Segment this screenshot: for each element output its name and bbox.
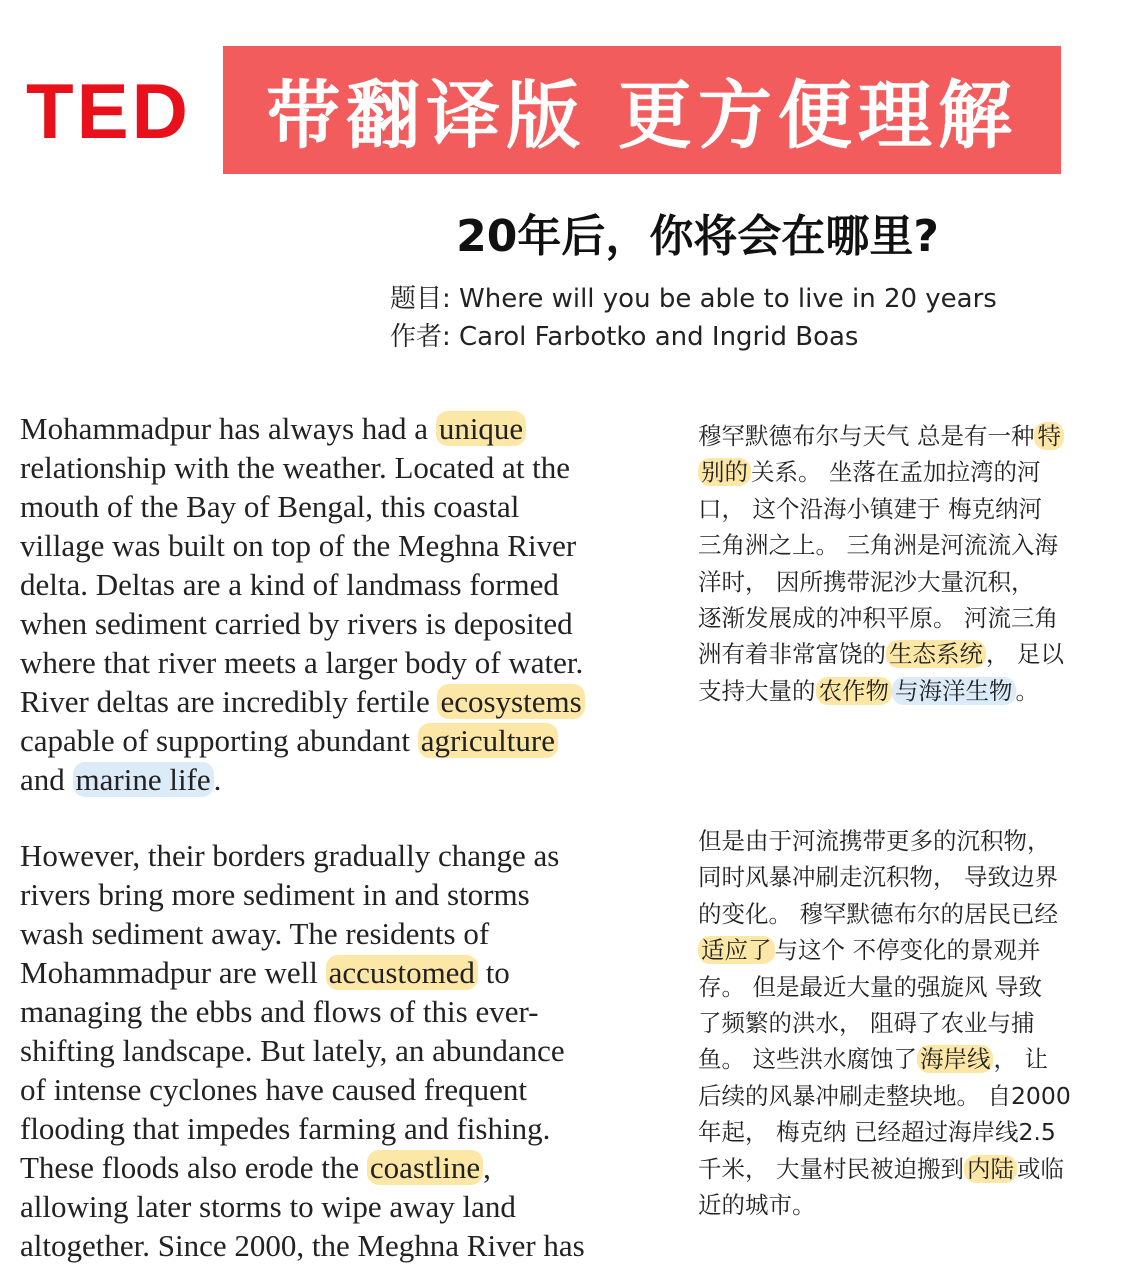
text-line [20,1148,585,1187]
chinese-paragraph-1 [698,418,1064,709]
highlight-yellow: coastline [367,1150,483,1185]
text-segment: flooding that impedes farming and fishing. [20,1111,551,1146]
text-line [698,1005,1071,1041]
text-line [698,418,1064,454]
text-line [20,1109,585,1148]
text-line [20,953,585,992]
text-segment: 或临 [1016,1154,1064,1183]
text-line [698,600,1064,636]
text-line [20,1070,585,1109]
text-line [698,1041,1071,1077]
text-segment: and [20,762,73,797]
text-segment: ， 足以 [986,640,1064,669]
text-segment: 千米， 大量村民被迫搬到 [698,1154,964,1183]
text-line [20,682,585,721]
text-line [20,487,585,526]
text-segment: 关系。 坐落在孟加拉湾的河 [751,458,1041,487]
text-segment: Mohammadpur has always had a [20,411,436,446]
text-segment: relationship with the weather. Located at the [20,450,571,485]
text-segment: However, their borders gradually change as [20,838,560,873]
text-line [698,673,1064,709]
text-line [20,992,585,1031]
text-line [20,875,585,914]
text-segment: village was built on top of the Meghna River [20,528,577,563]
author-line [390,316,858,353]
text-segment: 近的城市。 [698,1191,816,1220]
text-segment: 同时风暴冲刷走沉积物， 导致边界 [698,863,1058,892]
text-line [698,1114,1071,1150]
text-segment: 鱼。 这些洪水腐蚀了 [698,1045,917,1074]
chinese-paragraph-2 [698,823,1071,1223]
text-segment: 的变化。 穆罕默德布尔的居民已经 [698,899,1058,928]
text-segment: . [213,762,222,797]
text-segment: wash sediment away. The residents of [20,916,490,951]
text-line [698,1078,1071,1114]
text-line [20,1031,585,1070]
text-line [698,564,1064,600]
text-segment: when sediment carried by rivers is deposited [20,606,573,641]
text-line [698,969,1071,1005]
highlight-yellow: 内陆 [964,1155,1017,1183]
text-line [698,859,1071,895]
text-line [698,823,1071,859]
text-segment: 后续的风暴冲刷走整块地。 自2000 [698,1081,1071,1110]
text-line [698,1187,1071,1223]
text-segment: mouth of the Bay of Bengal, this coastal [20,489,520,524]
highlight-yellow: 生态系统 [886,640,986,668]
highlight-blue: 与海洋生物 [892,677,1016,705]
text-segment: rivers bring more sediment in and storms [20,877,530,912]
text-line [698,636,1064,672]
highlight-yellow: 特 [1034,422,1064,450]
author-label: 作者: [390,322,451,352]
highlight-yellow: ecosystems [437,684,584,719]
topic-line [390,278,997,315]
highlight-yellow: 农作物 [816,677,893,705]
text-segment: ， 让 [993,1045,1048,1074]
highlight-yellow: unique [436,411,526,446]
text-segment: where that river meets a larger body of water. [20,645,584,680]
highlight-yellow: accustomed [326,955,478,990]
text-segment: allowing later storms to wipe away land [20,1189,516,1224]
text-segment: to [477,955,510,990]
text-segment: 口， 这个沿海小镇建于 梅克纳河 [698,494,1042,523]
text-segment: 。 [1015,676,1039,705]
text-line [20,409,585,448]
text-segment: 三角洲之上。 三角洲是河流流入海 [698,531,1058,560]
text-segment: 存。 但是最近大量的强旋风 导致 [698,972,1042,1001]
author: Carol Farbotko and Ingrid Boas [459,322,859,352]
text-line [698,932,1071,968]
text-segment: 了频繁的洪水， 阻碍了农业与捕 [698,1009,1035,1038]
text-segment: These floods also erode the [20,1150,367,1185]
text-line [20,1187,585,1226]
topic: Where will you be able to live in 20 years [459,284,997,314]
text-segment: 支持大量的 [698,676,816,705]
highlight-yellow: 海岸线 [917,1045,994,1073]
text-segment: 洋时， 因所携带泥沙大量沉积， [698,567,1035,596]
text-line [20,836,585,875]
text-line [20,721,585,760]
text-segment: 逐渐发展成的冲积平原。 河流三角 [698,604,1058,633]
highlight-blue: marine life [73,762,214,797]
text-line [698,454,1064,490]
text-segment: altogether. Since 2000, the Meghna River has [20,1228,585,1263]
text-segment: capable of supporting abundant [20,723,418,758]
text-line [20,604,585,643]
text-segment: , [483,1150,491,1185]
text-line [20,643,585,682]
text-line [20,914,585,953]
highlight-yellow: 别的 [698,458,751,486]
text-segment: shifting landscape. But lately, an abundance [20,1033,565,1068]
topic-label: 题目: [390,284,451,314]
text-segment: managing the ebbs and flows of this ever- [20,994,539,1029]
text-line [698,527,1064,563]
text-line [20,448,585,487]
english-paragraph-1 [20,409,585,799]
text-segment: 与这个 不停变化的景观并 [774,936,1041,965]
ted-logo: TED [26,67,191,155]
text-line [20,1226,585,1265]
text-segment: 年起， 梅克纳 已经超过海岸线2.5 [698,1118,1056,1147]
text-segment: Mohammadpur are well [20,955,326,990]
text-line [698,491,1064,527]
text-segment: 洲有着非常富饶的 [698,640,886,669]
page-title: 20年后，你将会在哪里? [456,211,939,262]
text-segment: River deltas are incredibly fertile [20,684,438,719]
text-line [20,526,585,565]
text-line [20,760,585,799]
text-line [20,565,585,604]
text-segment: delta. Deltas are a kind of landmass formed [20,567,559,602]
text-line [698,1151,1071,1187]
text-segment: 但是由于河流携带更多的沉积物， [698,827,1051,855]
highlight-yellow: 适应了 [698,936,775,964]
highlight-yellow: agriculture [418,723,558,758]
text-segment: of intense cyclones have caused frequent [20,1072,527,1107]
english-paragraph-2 [20,836,585,1265]
text-segment: 穆罕默德布尔与天气 总是有一种 [698,422,1035,450]
text-line [698,896,1071,932]
banner: 带翻译版 更方便理解 [223,46,1061,174]
